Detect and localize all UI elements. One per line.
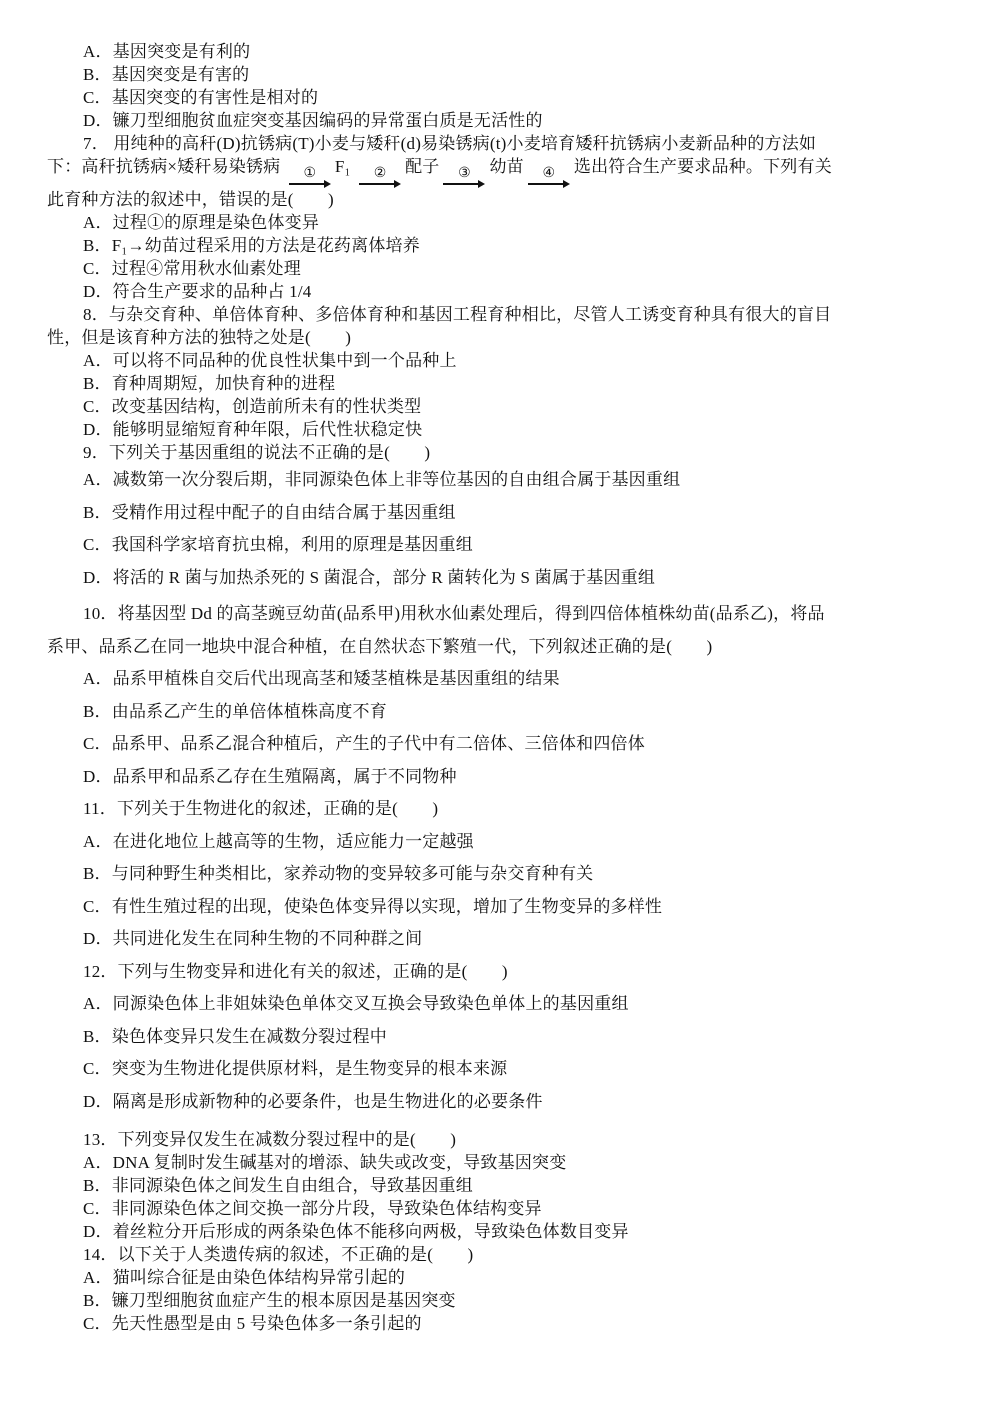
text-line: A．DNA 复制时发生碱基对的增添、缺失或改变，导致基因突变	[83, 1153, 567, 1172]
text-line: 7． 用纯种的高秆(D)抗锈病(T)小麦与矮秆(d)易染锈病(t)小麦培育矮秆抗锈病小麦新品种的方法如	[83, 134, 817, 153]
text-line: D．共同进化发生在同种生物的不同种群之间	[83, 929, 423, 948]
flow-text-segment: 下：高秆抗锈病×矮秆易染锈病	[47, 157, 285, 176]
text-line: 8．与杂交育种、单倍体育种、多倍体育种和基因工程育种相比，尽管人工诱变育种具有很大的盲目	[83, 305, 832, 324]
flow-arrow	[528, 167, 570, 188]
text-line: 14．以下关于人类遗传病的叙述，不正确的是( )	[83, 1245, 474, 1264]
flow-arrow	[443, 167, 485, 188]
text-line: B．F₁→幼苗过程采用的方法是花药离体培养	[83, 236, 420, 255]
text-line: A．同源染色体上非姐妹染色单体交叉互换会导致染色单体上的基因重组	[83, 994, 629, 1013]
text-line: C．我国科学家培育抗虫棉，利用的原理是基因重组	[83, 535, 473, 554]
text-line: 11．下列关于生物进化的叙述，正确的是( )	[83, 799, 439, 818]
text-line: B．染色体变异只发生在减数分裂过程中	[83, 1026, 387, 1046]
right-arrow-icon	[443, 180, 485, 188]
text-line: B．受精作用过程中配子的自由结合属于基因重组	[83, 502, 456, 522]
text-line: B．与同种野生种类相比，家养动物的变异较多可能与杂交育种有关	[83, 864, 594, 883]
text-line: A．可以将不同品种的优良性状集中到一个品种上	[83, 351, 457, 370]
text-line: A．品系甲植株自交后代出现高茎和矮茎植株是基因重组的结果	[83, 669, 560, 688]
right-arrow-icon	[289, 180, 331, 188]
text-line: 12．下列与生物变异和进化有关的叙述，正确的是( )	[83, 961, 508, 981]
text-line: A．过程①的原理是染色体变异	[83, 213, 320, 232]
text-line: D．能够明显缩短育种年限，后代性状稳定快	[83, 420, 423, 439]
text-line: B．非同源染色体之间发生自由组合，导致基因重组	[83, 1176, 473, 1195]
flow-text-segment: F₁	[334, 157, 356, 176]
text-line: D．着丝粒分开后形成的两条染色体不能移向两极，导致染色体数目变异	[83, 1222, 629, 1241]
text-line: D．隔离是形成新物种的必要条件，也是生物进化的必要条件	[83, 1091, 543, 1111]
text-line: 性，但是该育种方法的独特之处是( )	[47, 328, 352, 347]
text-line: D．符合生产要求的品种占 1/4	[83, 282, 312, 301]
flow-text-segment: 幼苗	[489, 157, 524, 176]
flow-text-segment: 选出符合生产要求品种。下列有关	[573, 157, 832, 176]
flow-arrow	[359, 167, 401, 188]
text-line: B．育种周期短，加快育种的进程	[83, 374, 336, 393]
circled-step-number: ②	[373, 166, 387, 181]
text-line: 13．下列变异仅发生在减数分裂过程中的是( )	[83, 1130, 457, 1149]
flow-text-segment: 配子	[405, 157, 440, 176]
circled-step-number: ③	[458, 166, 471, 181]
text-line	[47, 155, 947, 188]
text-line: B．基因突变是有害的	[83, 65, 250, 84]
text-line: C．非同源染色体之间交换一部分片段，导致染色体结构变异	[83, 1199, 542, 1218]
text-line: A．猫叫综合征是由染色体结构异常引起的	[83, 1268, 406, 1287]
flow-arrow	[289, 167, 331, 188]
text-line: 此育种方法的叙述中，错误的是( )	[47, 190, 334, 209]
text-line: C．突变为生物进化提供原材料，是生物变异的根本来源	[83, 1059, 508, 1078]
text-line: C．先天性愚型是由 5 号染色体多一条引起的	[83, 1314, 422, 1333]
text-line: C．改变基因结构，创造前所未有的性状类型	[83, 397, 422, 416]
text-line: C．品系甲、品系乙混合种植后，产生的子代中有二倍体、三倍体和四倍体	[83, 734, 645, 753]
circled-step-number: ①	[303, 166, 317, 181]
text-line: D．镰刀型细胞贫血症突变基因编码的异常蛋白质是无活性的	[83, 111, 543, 130]
text-line: A．基因突变是有利的	[83, 42, 251, 61]
text-line: B．由品系乙产生的单倍体植株高度不育	[83, 701, 387, 721]
circled-step-number: ④	[542, 166, 556, 181]
text-line: C．基因突变的有害性是相对的	[83, 88, 319, 107]
text-line: A．在进化地位上越高等的生物，适应能力一定越强	[83, 831, 474, 851]
right-arrow-icon	[359, 180, 401, 188]
text-line: 10．将基因型 Dd 的高茎豌豆幼苗(品系甲)用秋水仙素处理后，得到四倍体植株幼苗(品系乙)，将品	[83, 604, 825, 623]
text-line: A．减数第一次分裂后期，非同源染色体上非等位基因的自由组合属于基因重组	[83, 470, 681, 489]
text-line: D．品系甲和品系乙存在生殖隔离，属于不同物种	[83, 766, 457, 786]
right-arrow-icon	[528, 180, 570, 188]
text-line: D．将活的 R 菌与加热杀死的 S 菌混合，部分 R 菌转化为 S 菌属于基因重组	[83, 567, 656, 587]
text-line: 系甲、品系乙在同一地块中混合种植，在自然状态下繁殖一代，下列叙述正确的是( )	[47, 636, 713, 656]
text-line: C．过程④常用秋水仙素处理	[83, 259, 301, 278]
text-line: 9．下列关于基因重组的说法不正确的是( )	[83, 443, 431, 462]
text-line: C．有性生殖过程的出现，使染色体变异得以实现，增加了生物变异的多样性	[83, 896, 663, 916]
text-line: B．镰刀型细胞贫血症产生的根本原因是基因突变	[83, 1291, 456, 1310]
